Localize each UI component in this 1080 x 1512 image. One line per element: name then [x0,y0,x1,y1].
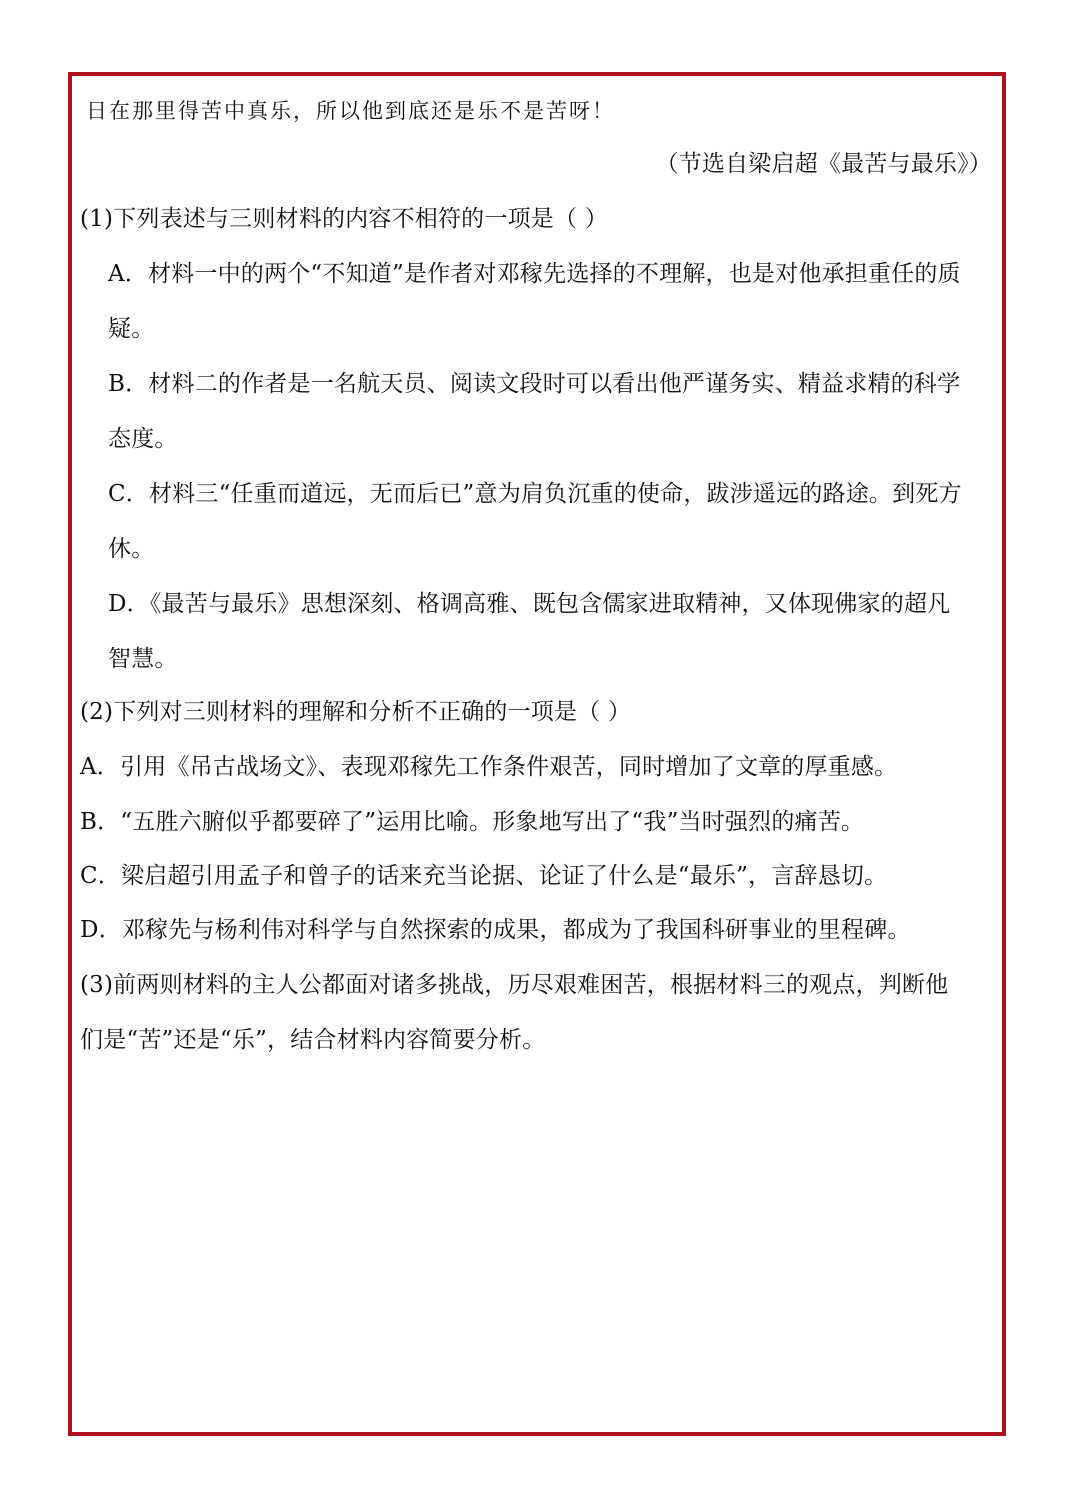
question-1-option-a-line-1: A．材料一中的两个“不知道”是作者对邓稼先选择的不理解，也是对他承担重任的质 [108,261,961,287]
question-1-option-b-line-2: 态度。 [108,426,178,452]
question-2-stem: (2)下列对三则材料的理解和分析不正确的一项是（ ） [80,699,632,725]
question-2-option-d: D．邓稼先与杨利伟对科学与自然探索的成果，都成为了我国科研事业的里程碑。 [80,917,911,943]
question-1-stem: (1)下列表述与三则材料的内容不相符的一项是（ ） [80,206,608,232]
question-1-option-d-line-2: 智慧。 [108,646,178,672]
question-1-option-a-line-2: 疑。 [108,316,155,342]
question-1-option-c-line-2: 休。 [108,536,155,562]
question-2-option-a: A．引用《吊古战场文》、表现邓稼先工作条件艰苦，同时增加了文章的厚重感。 [80,754,898,780]
passage-source: （节选自梁启超《最苦与最乐》） [655,151,992,177]
question-1-option-b-line-1: B．材料二的作者是一名航天员、阅读文段时可以看出他严谨务实、精益求精的科学 [108,371,961,397]
passage-closing-line: 日在那里得苦中真乐，所以他到底还是乐不是苦呀！ [86,99,615,123]
question-2-option-c: C．梁启超引用孟子和曾子的话来充当论据、论证了什么是“最乐”，言辞恳切。 [80,863,888,889]
question-1-option-c-line-1: C．材料三“任重而道远，无而后已”意为肩负沉重的使命，跋涉遥远的路途。到死方 [108,481,962,507]
question-2-option-b: B．“五胜六腑似乎都要碎了”运用比喻。形象地写出了“我”当时强烈的痛苦。 [80,809,865,835]
question-3-stem-line-1: (3)前两则材料的主人公都面对诸多挑战，历尽艰难困苦，根据材料三的观点，判断他 [80,972,949,998]
question-3-stem-line-2: 们是“苦”还是“乐”，结合材料内容简要分析。 [80,1027,546,1053]
question-1-option-d-line-1: D．《最苦与最乐》思想深刻、格调高雅、既包含儒家进取精神，又体现佛家的超凡 [108,591,951,617]
